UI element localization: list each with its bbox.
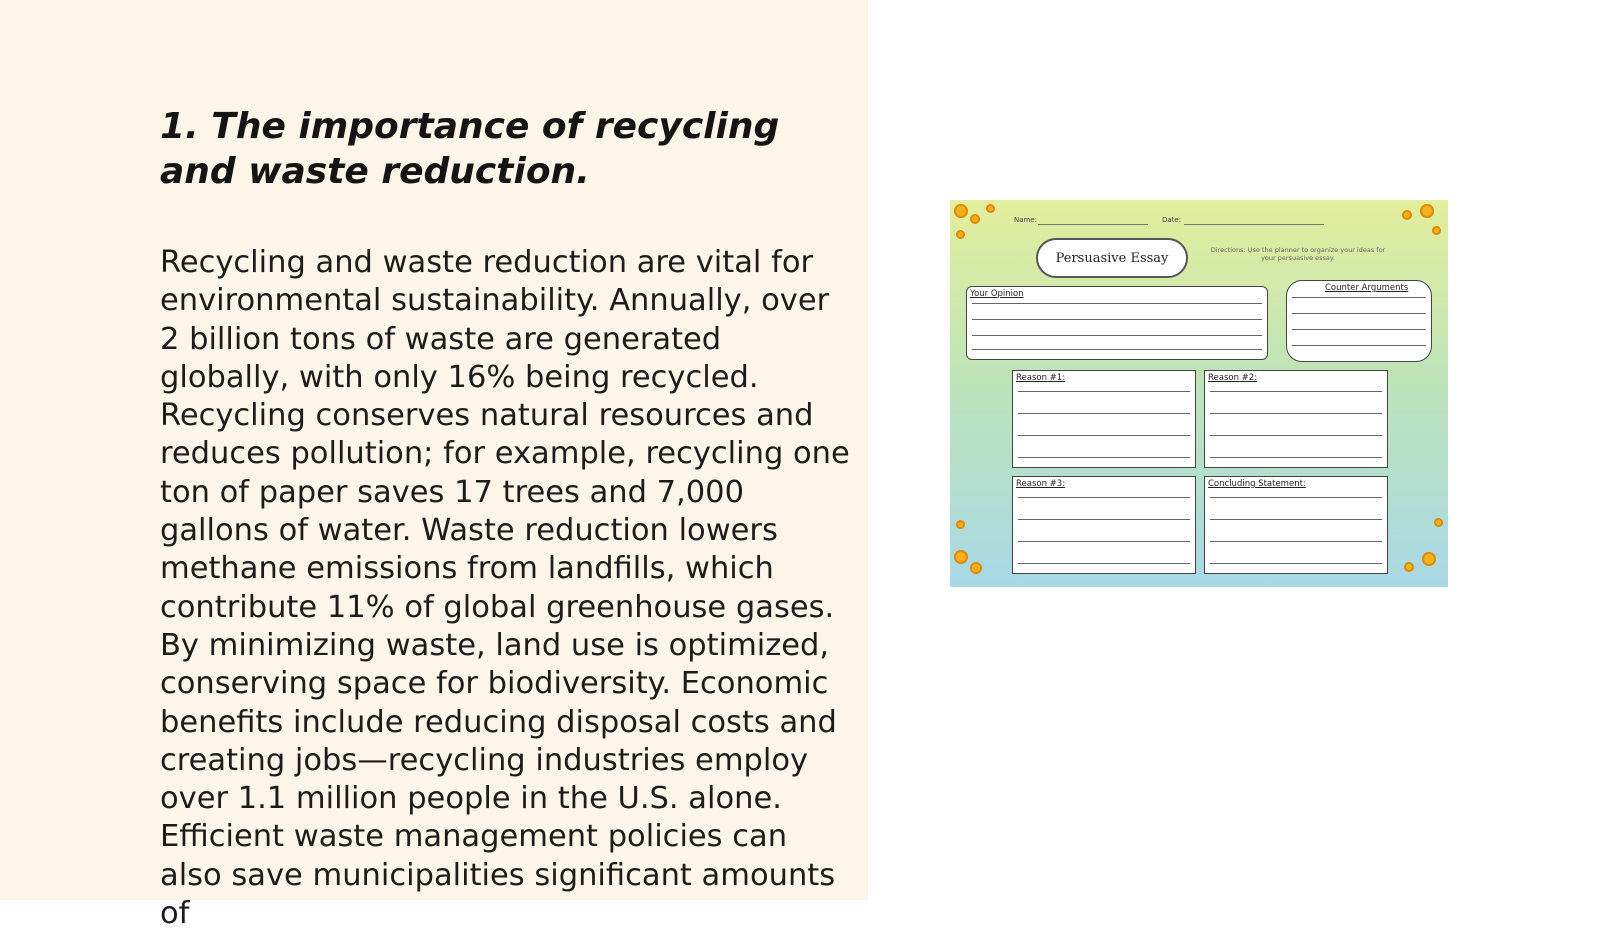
opinion-box [966,286,1268,360]
worksheet-date-label: Date: [1162,216,1182,224]
flower-decoration [954,204,968,218]
name-line [1038,224,1148,225]
opinion-label: Your Opinion [970,289,1024,299]
slide-body-text: Recycling and waste reduction are vital for environmental sustainability. Annually, over 2 billion tons of waste are generated globally, with only 16% being recycled. Recycling conserves natural resources and reduces pollution; for example, recycling one ton of paper saves 17 trees and 7,000 gallons of water. Waste reduction lowers methane emissions from landfills, which contribute 11% of global greenhouse gases. By minimizing waste, land use is optimized, conserving space for biodiversity. Economic benefits include reducing disposal costs and creating jobs—recycling industries employ over 1.1 million people in the U.S. alone. Efficient waste management policies can also save municipalities significant amounts of [160,245,850,932]
concluding-statement-box [1204,476,1388,574]
reason-2-label: Reason #2: [1208,373,1258,383]
reason-3-label: Reason #3: [1016,479,1066,489]
flower-decoration [954,550,968,564]
flower-decoration [956,230,965,239]
worksheet-directions: Directions: Use the planner to organize your ideas for your persuasive essay. [1210,246,1386,262]
flower-decoration [1404,562,1414,572]
flower-decoration [1420,204,1434,218]
concluding-statement-label: Concluding Statement: [1208,479,1306,489]
slide-title: 1. The importance of recycling and waste reduction. [160,106,780,192]
flower-decoration [986,204,995,213]
reason-1-label: Reason #1: [1016,373,1066,383]
counter-arguments-label: Counter Arguments [1325,283,1409,293]
flower-decoration [1434,518,1443,527]
persuasive-essay-worksheet-image [950,200,1448,587]
flower-decoration [970,562,982,574]
flower-decoration [1432,226,1441,235]
counter-arguments-box [1286,280,1432,362]
date-line [1184,224,1324,225]
flower-decoration [956,520,965,529]
reason-2-box [1204,370,1388,468]
worksheet-name-label: Name: [1014,216,1038,224]
worksheet-heading: Persuasive Essay [1036,238,1188,278]
flower-decoration [1402,210,1412,220]
reason-3-box [1012,476,1196,574]
flower-decoration [970,214,980,224]
flower-decoration [1422,552,1436,566]
reason-1-box [1012,370,1196,468]
